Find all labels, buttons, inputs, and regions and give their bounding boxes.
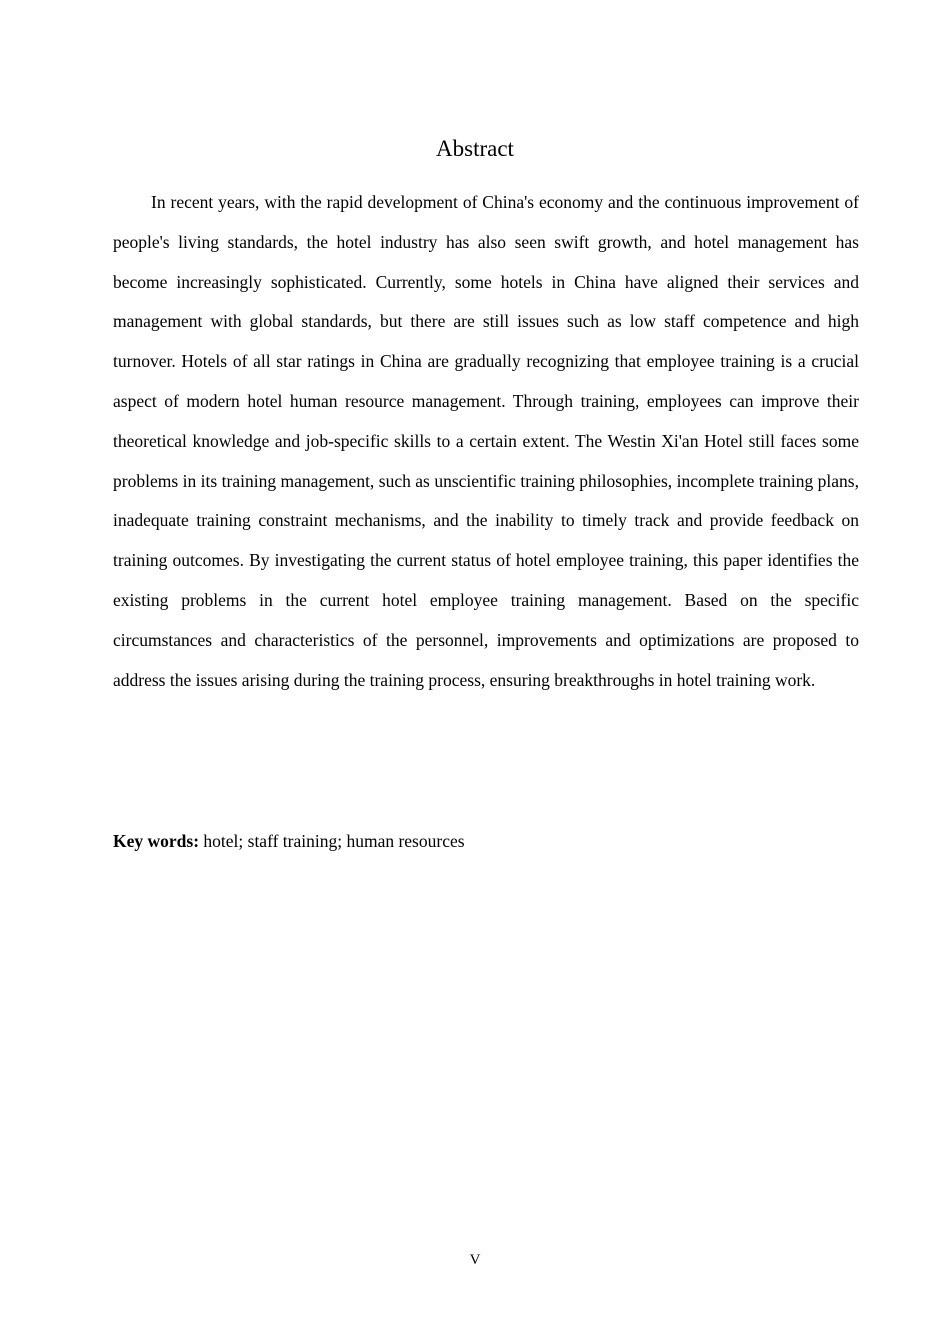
keywords-value: hotel; staff training; human resources [199,831,465,851]
abstract-paragraph: In recent years, with the rapid development of China's economy and the continuous improvement of people's living standards, the hotel industry has also seen swift growth, and hotel management has become increasingly sophisticated. Currently, some hotels in China have aligned their services and management with global standards, but there are still issues such as low staff competence and high turnover. Hotels of all star ratings in China are gradually recognizing that employee training is a crucial aspect of modern hotel human resource management. Through training, employees can improve their theoretical knowledge and job-specific skills to a certain extent. The Westin Xi'an Hotel still faces some problems in its training management, such as unscientific training philosophies, incomplete training plans, inadequate training constraint mechanisms, and the inability to timely track and provide feedback on training outcomes. By investigating the current status of hotel employee training, this paper identifies the existing problems in the current hotel employee training management. Based on the specific circumstances and characteristics of the personnel, improvements and optimizations are proposed to address the issues arising during the training process, ensuring breakthroughs in hotel training work. [113,192,859,690]
abstract-title: Abstract [436,136,514,161]
page-number: V [469,1252,481,1268]
keywords-label: Key words: [113,831,200,851]
keywords-line [113,822,859,862]
